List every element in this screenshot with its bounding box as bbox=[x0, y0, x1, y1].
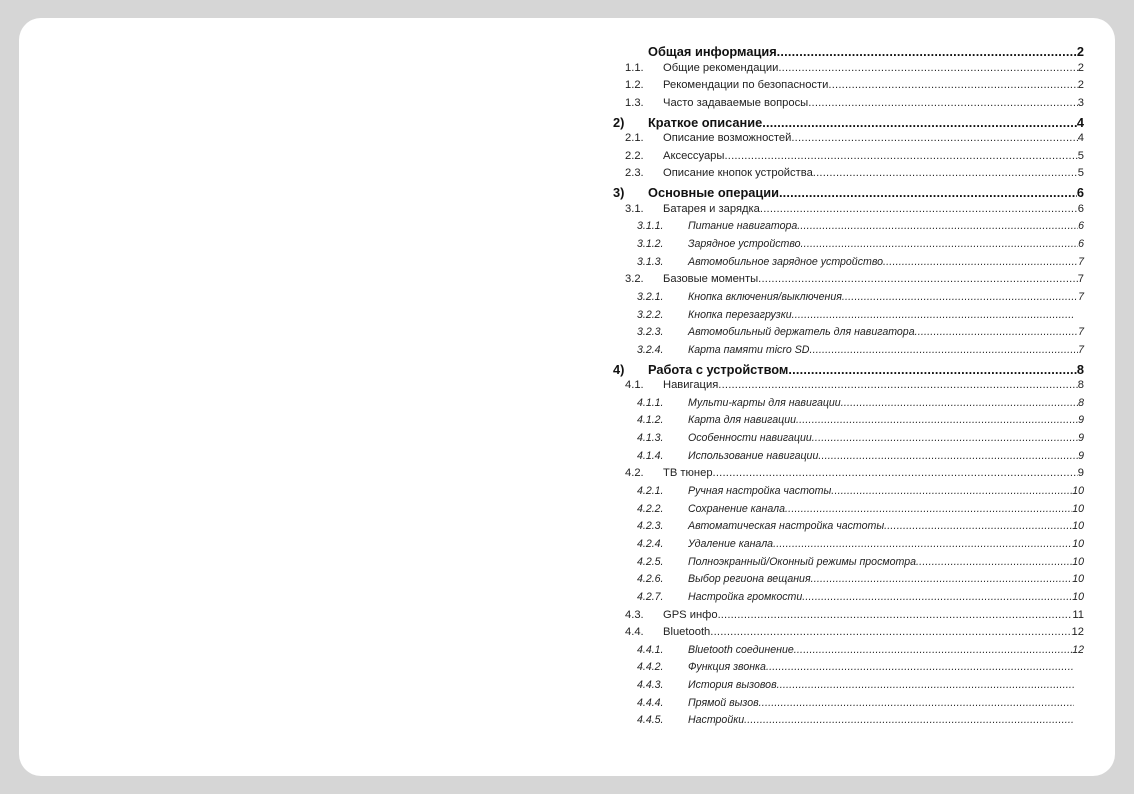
toc-entry-title: Удаление канала bbox=[688, 537, 774, 550]
toc-entry-number: 2.2. bbox=[625, 149, 644, 162]
toc-entry-number: 4.2. bbox=[625, 467, 644, 480]
toc-dot-leader bbox=[792, 309, 1074, 321]
toc-entry-title: Полноэкранный/Оконный режимы просмотра bbox=[688, 555, 917, 568]
toc-entry-page: 10 bbox=[1072, 502, 1084, 515]
toc-entry-number: 4.4.5. bbox=[637, 714, 664, 727]
toc-dot-leader bbox=[842, 291, 1078, 303]
toc-entry[interactable] bbox=[612, 115, 1084, 133]
toc-dot-leader bbox=[818, 450, 1078, 462]
toc-dot-leader bbox=[785, 503, 1072, 515]
toc-entry[interactable] bbox=[612, 414, 1084, 432]
toc-entry[interactable] bbox=[612, 609, 1084, 627]
toc-entry[interactable] bbox=[612, 362, 1084, 380]
toc-entry[interactable] bbox=[612, 220, 1084, 238]
toc-dot-leader bbox=[884, 520, 1072, 532]
toc-entry[interactable] bbox=[612, 626, 1084, 644]
toc-entry-number: 4.2.1. bbox=[637, 485, 664, 498]
toc-entry-number: 3.2.1. bbox=[637, 290, 664, 303]
toc-entry[interactable] bbox=[612, 167, 1084, 185]
toc-entry-page: 7 bbox=[1078, 326, 1084, 339]
toc-dot-leader bbox=[794, 644, 1072, 656]
toc-entry[interactable] bbox=[612, 344, 1084, 362]
toc-dot-leader bbox=[828, 79, 1077, 91]
toc-entry[interactable] bbox=[612, 644, 1084, 662]
toc-entry-number: 3.2. bbox=[625, 273, 644, 286]
toc-dot-leader bbox=[797, 220, 1078, 232]
toc-dot-leader bbox=[760, 203, 1078, 215]
toc-entry-title: Рекомендации по безопасности bbox=[663, 79, 829, 92]
toc-entry-title: GPS инфо. bbox=[663, 608, 721, 621]
toc-dot-leader bbox=[802, 591, 1072, 603]
toc-entry-number: 4.2.7. bbox=[637, 590, 664, 603]
toc-dot-leader bbox=[744, 714, 1074, 726]
toc-entry-page: 6 bbox=[1076, 185, 1084, 201]
toc-entry-title: Описание кнопок устройства bbox=[663, 167, 813, 180]
toc-entry-page: 10 bbox=[1072, 520, 1084, 533]
toc-dot-leader bbox=[791, 132, 1077, 144]
toc-entry-page: 8 bbox=[1076, 361, 1084, 377]
toc-entry-number: 3.1.3. bbox=[637, 255, 664, 268]
toc-entry-title: Ручная настройка частоты bbox=[688, 485, 832, 498]
toc-entry-number: 3.2.4. bbox=[637, 343, 664, 356]
toc-entry-title: Работа с устройством bbox=[648, 361, 789, 377]
toc-entry[interactable] bbox=[612, 44, 1084, 62]
toc-dot-leader bbox=[710, 626, 1071, 638]
toc-entry[interactable] bbox=[612, 591, 1084, 609]
toc-entry[interactable] bbox=[612, 538, 1084, 556]
toc-entry-title: Батарея и зарядка bbox=[663, 202, 760, 215]
toc-entry[interactable] bbox=[612, 291, 1084, 309]
toc-entry-number: 4.1.3. bbox=[637, 432, 664, 445]
toc-entry[interactable] bbox=[612, 714, 1074, 732]
toc-entry-page: 6 bbox=[1078, 220, 1084, 233]
toc-entry-number: 4.1.4. bbox=[637, 449, 664, 462]
toc-entry-number: 4.1.2. bbox=[637, 414, 664, 427]
toc-dot-leader bbox=[813, 167, 1078, 179]
toc-dot-leader bbox=[916, 556, 1072, 568]
toc-entry-number: 4.1.1. bbox=[637, 396, 664, 409]
toc-entry-number: 4.2.6. bbox=[637, 573, 664, 586]
toc-entry-page: 7 bbox=[1078, 343, 1084, 356]
toc-entry-title: Настройки bbox=[688, 714, 745, 727]
toc-entry[interactable] bbox=[612, 79, 1084, 97]
toc-entry-page: 10 bbox=[1072, 485, 1084, 498]
toc-dot-leader bbox=[812, 432, 1078, 444]
toc-dot-leader bbox=[762, 115, 1077, 130]
toc-dot-leader bbox=[721, 609, 1073, 621]
toc-dot-leader bbox=[766, 661, 1074, 673]
toc-entry[interactable] bbox=[612, 520, 1084, 538]
toc-entry[interactable] bbox=[612, 132, 1084, 150]
toc-dot-leader bbox=[718, 379, 1078, 391]
toc-entry-title: Использование навигации bbox=[688, 449, 819, 462]
toc-entry-title: Общие рекомендации bbox=[663, 61, 779, 74]
toc-entry-number: 2.3. bbox=[625, 167, 644, 180]
toc-entry-number: 1.3. bbox=[625, 96, 644, 109]
toc-entry[interactable] bbox=[612, 397, 1084, 415]
table-of-contents bbox=[612, 44, 1084, 732]
toc-entry-page: 7 bbox=[1077, 273, 1084, 286]
toc-entry[interactable] bbox=[612, 697, 1074, 715]
toc-entry[interactable] bbox=[612, 432, 1084, 450]
toc-entry-title: Кнопка перезагрузки bbox=[688, 308, 792, 321]
toc-entry-page: 6 bbox=[1077, 202, 1084, 215]
toc-entry[interactable] bbox=[612, 150, 1084, 168]
toc-entry-title: Карта для навигации bbox=[688, 414, 796, 427]
toc-entry-number: 4.4.4. bbox=[637, 696, 664, 709]
toc-entry-page: 10 bbox=[1072, 573, 1084, 586]
toc-entry-page: 10 bbox=[1072, 537, 1084, 550]
toc-entry[interactable] bbox=[612, 62, 1084, 80]
toc-entry-title: Зарядное устройство bbox=[688, 238, 801, 251]
toc-entry-page: 10 bbox=[1072, 555, 1084, 568]
toc-entry[interactable] bbox=[612, 326, 1084, 344]
toc-entry-number: 4.2.3. bbox=[637, 520, 664, 533]
toc-entry-number: 4.4.2. bbox=[637, 661, 664, 674]
toc-entry-page: 7 bbox=[1078, 255, 1084, 268]
toc-dot-leader bbox=[778, 62, 1077, 74]
toc-dot-leader bbox=[759, 697, 1074, 709]
toc-entry-title: Карта памяти micro SD bbox=[688, 343, 810, 356]
toc-entry-number: 4.2.2. bbox=[637, 502, 664, 515]
toc-entry-title: Автомобильное зарядное устройство bbox=[688, 255, 884, 268]
toc-entry-page: 5 bbox=[1077, 149, 1084, 162]
toc-dot-leader bbox=[777, 679, 1074, 691]
toc-entry-title: Краткое описание bbox=[648, 114, 763, 130]
toc-dot-leader bbox=[796, 414, 1078, 426]
toc-entry-number: 2) bbox=[613, 114, 625, 130]
toc-entry-number: 4.2.5. bbox=[637, 555, 664, 568]
toc-entry[interactable] bbox=[612, 309, 1074, 327]
toc-entry-page: 3 bbox=[1077, 96, 1084, 109]
toc-entry-page: 4 bbox=[1077, 132, 1084, 145]
toc-entry-title: Аксессуары bbox=[663, 149, 725, 162]
toc-dot-leader bbox=[801, 238, 1079, 250]
toc-dot-leader bbox=[777, 44, 1077, 59]
toc-entry-number: 3.1. bbox=[625, 202, 644, 215]
toc-entry[interactable] bbox=[612, 679, 1074, 697]
toc-entry-title: Питание навигатора bbox=[688, 220, 798, 233]
toc-dot-leader bbox=[811, 573, 1073, 585]
toc-dot-leader bbox=[883, 256, 1078, 268]
toc-entry-number: 4.3. bbox=[625, 608, 644, 621]
toc-entry-title: Описание возможностей bbox=[663, 132, 792, 145]
toc-entry[interactable] bbox=[612, 661, 1074, 679]
toc-entry-page: 5 bbox=[1077, 167, 1084, 180]
toc-entry[interactable] bbox=[612, 450, 1084, 468]
toc-entry-title: Кнопка включения/выключения bbox=[688, 290, 842, 303]
toc-entry[interactable] bbox=[612, 273, 1084, 291]
toc-entry-title: Настройка громкости bbox=[688, 590, 803, 603]
toc-dot-leader bbox=[841, 397, 1078, 409]
toc-entry-title: ТВ тюнер bbox=[663, 467, 713, 480]
toc-entry-number: 3.1.2. bbox=[637, 238, 664, 251]
toc-entry-title: Функция звонка bbox=[688, 661, 766, 674]
toc-entry-title: Автомобильный держатель для навигатора bbox=[688, 326, 915, 339]
toc-entry-page: 9 bbox=[1078, 449, 1084, 462]
toc-entry-title: Прямой вызов bbox=[688, 696, 759, 709]
toc-entry-title: Общая информация bbox=[648, 44, 777, 59]
toc-dot-leader bbox=[713, 467, 1078, 479]
toc-entry[interactable] bbox=[612, 503, 1084, 521]
toc-entry-number: 2.1. bbox=[625, 132, 644, 145]
toc-entry-number: 4.4.1. bbox=[637, 643, 664, 656]
toc-dot-leader bbox=[773, 538, 1072, 550]
toc-entry-number: 4) bbox=[613, 361, 625, 377]
toc-entry-page: 6 bbox=[1078, 238, 1084, 251]
toc-entry-title: Навигация bbox=[663, 379, 719, 392]
toc-entry-title: Мульти-карты для навигации bbox=[688, 396, 841, 409]
toc-entry-page: 9 bbox=[1078, 414, 1084, 427]
toc-entry-page: 4 bbox=[1076, 114, 1084, 130]
toc-dot-leader bbox=[808, 97, 1078, 109]
toc-entry-title: История вызовов bbox=[688, 679, 777, 692]
toc-entry-page: 12 bbox=[1072, 643, 1084, 656]
toc-entry-page: 7 bbox=[1078, 290, 1084, 303]
toc-entry-number: 3.2.3. bbox=[637, 326, 664, 339]
toc-entry-title: Особенности навигации bbox=[688, 432, 812, 445]
toc-entry-title: Bluetooth bbox=[663, 626, 711, 639]
toc-entry-page: 11 bbox=[1072, 608, 1084, 621]
toc-entry-page: 8 bbox=[1078, 396, 1084, 409]
toc-entry-page: 2 bbox=[1076, 44, 1084, 59]
toc-entry-title: Выбор региона вещания bbox=[688, 573, 811, 586]
toc-entry[interactable] bbox=[612, 256, 1084, 274]
toc-entry-title: Bluetooth соединение bbox=[688, 643, 794, 656]
toc-entry-page: 12 bbox=[1071, 626, 1084, 639]
toc-dot-leader bbox=[788, 362, 1076, 377]
toc-entry[interactable] bbox=[612, 573, 1084, 591]
toc-entry[interactable] bbox=[612, 203, 1084, 221]
toc-dot-leader bbox=[724, 150, 1077, 162]
toc-entry[interactable] bbox=[612, 379, 1084, 397]
toc-entry-page: 2 bbox=[1077, 61, 1084, 74]
toc-entry[interactable] bbox=[612, 467, 1084, 485]
toc-entry-number: 4.2.4. bbox=[637, 537, 664, 550]
toc-entry-title: Основные операции. bbox=[648, 185, 783, 201]
toc-entry-title: Сохранение канала bbox=[688, 502, 786, 515]
toc-dot-leader bbox=[831, 485, 1072, 497]
toc-entry-number: 4.4.3. bbox=[637, 679, 664, 692]
toc-entry[interactable] bbox=[612, 185, 1084, 203]
toc-entry-number: 1.1. bbox=[625, 61, 644, 74]
toc-dot-leader bbox=[915, 326, 1079, 338]
toc-entry-title: Базовые моменты bbox=[663, 273, 759, 286]
toc-entry[interactable] bbox=[612, 238, 1084, 256]
toc-entry-page: 10 bbox=[1072, 590, 1084, 603]
toc-entry-page: 9 bbox=[1077, 467, 1084, 480]
toc-dot-leader bbox=[783, 185, 1077, 200]
toc-entry-page: 9 bbox=[1078, 432, 1084, 445]
toc-entry-number: 3.2.2. bbox=[637, 308, 664, 321]
toc-entry-number: 4.1. bbox=[625, 379, 644, 392]
toc-entry-title: Автоматическая настройка частоты bbox=[688, 520, 885, 533]
toc-entry-number: 1.2. bbox=[625, 79, 644, 92]
toc-entry-number: 4.4. bbox=[625, 626, 644, 639]
toc-entry-number: 3) bbox=[613, 185, 625, 201]
toc-entry-title: Часто задаваемые вопросы bbox=[663, 96, 809, 109]
toc-dot-leader bbox=[809, 344, 1078, 356]
toc-entry-number: 3.1.1. bbox=[637, 220, 664, 233]
toc-entry[interactable] bbox=[612, 556, 1084, 574]
toc-entry[interactable] bbox=[612, 97, 1084, 115]
toc-entry-page: 8 bbox=[1077, 379, 1084, 392]
toc-entry-page: 2 bbox=[1077, 79, 1084, 92]
toc-dot-leader bbox=[758, 273, 1078, 285]
toc-entry[interactable] bbox=[612, 485, 1084, 503]
